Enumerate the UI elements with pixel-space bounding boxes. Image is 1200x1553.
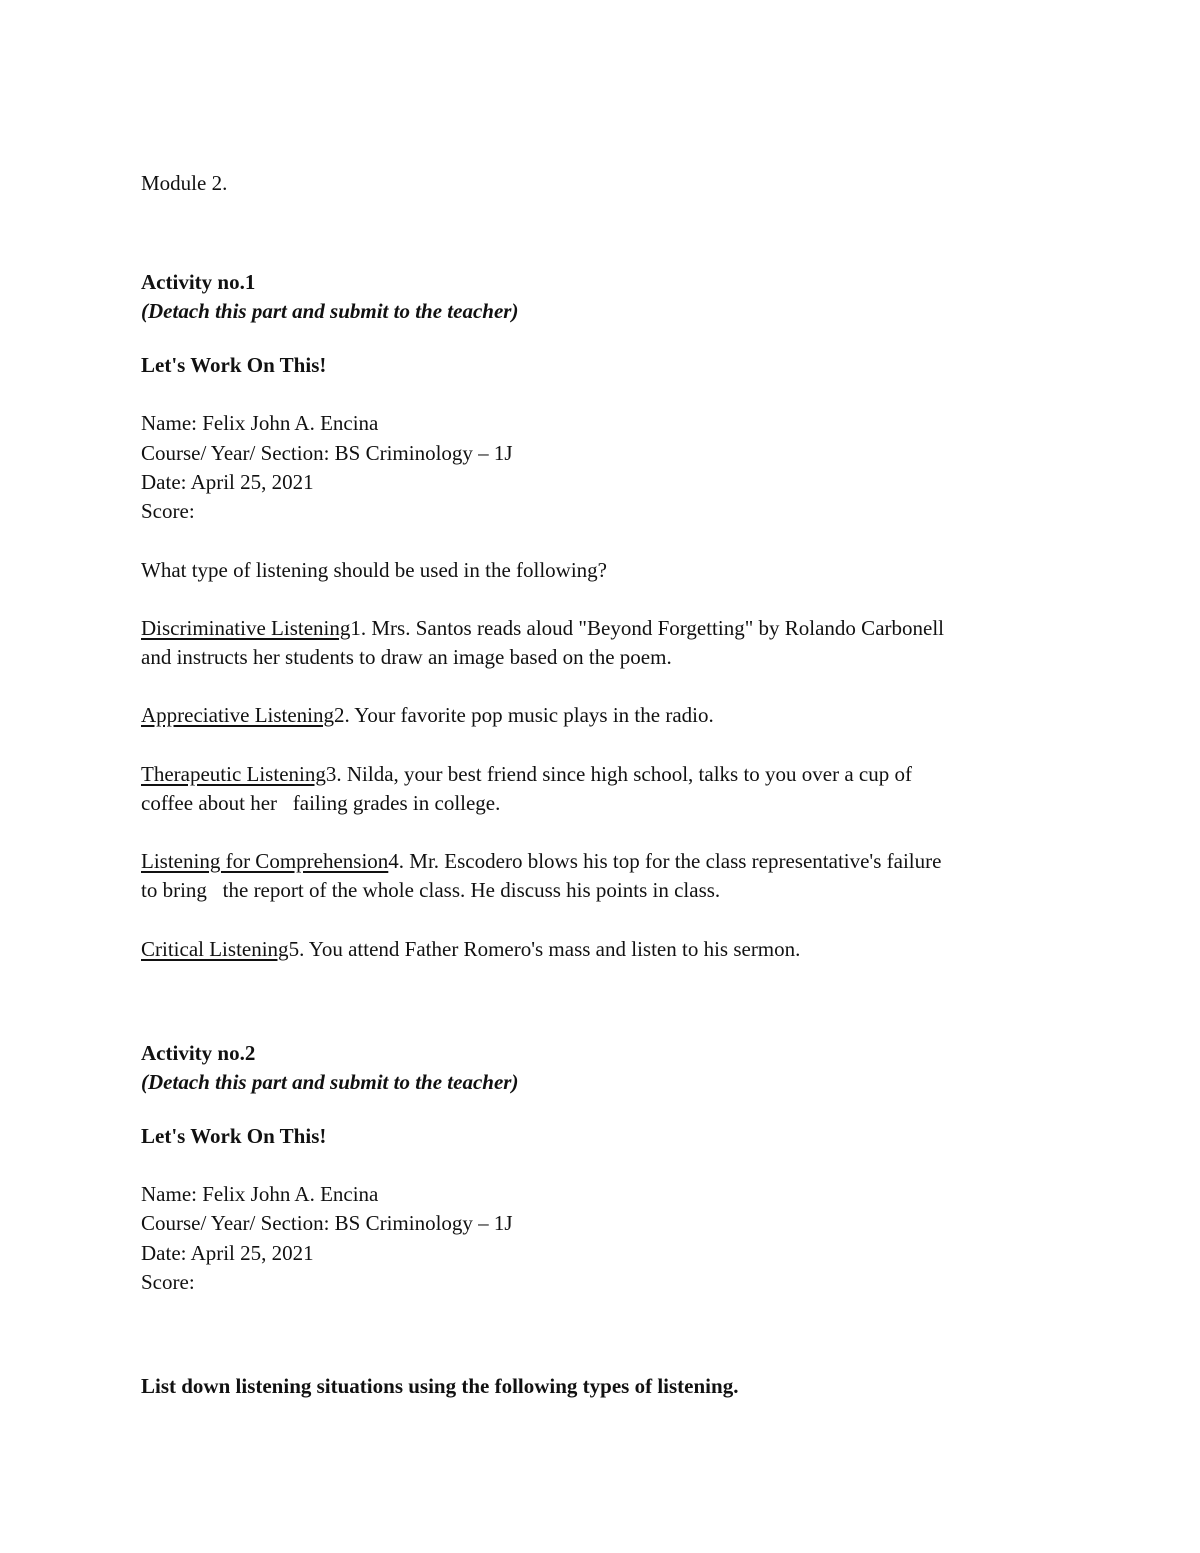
list-item xyxy=(141,614,944,643)
item-text: 1. Mrs. Santos reads aloud "Beyond Forgetting" by Rolando Carbonell xyxy=(350,616,944,640)
answer-text: Critical Listening xyxy=(141,937,289,961)
activity2-name: Name: Felix John A. Encina xyxy=(141,1182,379,1206)
item-text: 2. Your favorite pop music plays in the radio. xyxy=(334,703,714,727)
list-item xyxy=(141,847,941,876)
list-item xyxy=(141,760,912,789)
activity1-name: Name: Felix John A. Encina xyxy=(141,411,379,435)
activity1-score: Score: xyxy=(141,499,195,523)
answer-text: Discriminative Listening xyxy=(141,616,351,640)
activity1-instruction: (Detach this part and submit to the teacher) xyxy=(141,299,519,323)
item-text-continuation: to bring the report of the whole class. He discuss his points in class. xyxy=(141,878,721,902)
activity2-prompt: List down listening situations using the following types of listening. xyxy=(141,1374,739,1398)
activity2-score: Score: xyxy=(141,1270,195,1294)
answer-text: Therapeutic Listening xyxy=(141,762,326,786)
list-item xyxy=(141,701,714,730)
item-text: 4. Mr. Escodero blows his top for the class representative's failure xyxy=(388,849,942,873)
activity2-course: Course/ Year/ Section: BS Criminology – 1J xyxy=(141,1211,513,1235)
item-text: 3. Nilda, your best friend since high school, talks to you over a cup of xyxy=(325,762,912,786)
activity1-question: What type of listening should be used in the following? xyxy=(141,558,607,582)
answer-text: Listening for Comprehension xyxy=(141,849,389,873)
activity2-instruction: (Detach this part and submit to the teacher) xyxy=(141,1070,519,1094)
item-text: 5. You attend Father Romero's mass and listen to his sermon. xyxy=(288,937,801,961)
item-text-continuation: coffee about her failing grades in college. xyxy=(141,791,501,815)
activity1-date: Date: April 25, 2021 xyxy=(141,470,314,494)
activity1-heading: Activity no.1 xyxy=(141,270,256,294)
activity2-heading: Activity no.2 xyxy=(141,1041,256,1065)
activity2-subheading: Let's Work On This! xyxy=(141,1124,327,1148)
module-title: Module 2. xyxy=(141,171,228,195)
item-text-continuation: and instructs her students to draw an image based on the poem. xyxy=(141,645,672,669)
answer-text: Appreciative Listening xyxy=(141,703,335,727)
activity1-course: Course/ Year/ Section: BS Criminology – 1J xyxy=(141,441,513,465)
activity1-subheading: Let's Work On This! xyxy=(141,353,327,377)
activity2-date: Date: April 25, 2021 xyxy=(141,1241,314,1265)
list-item xyxy=(141,935,800,964)
